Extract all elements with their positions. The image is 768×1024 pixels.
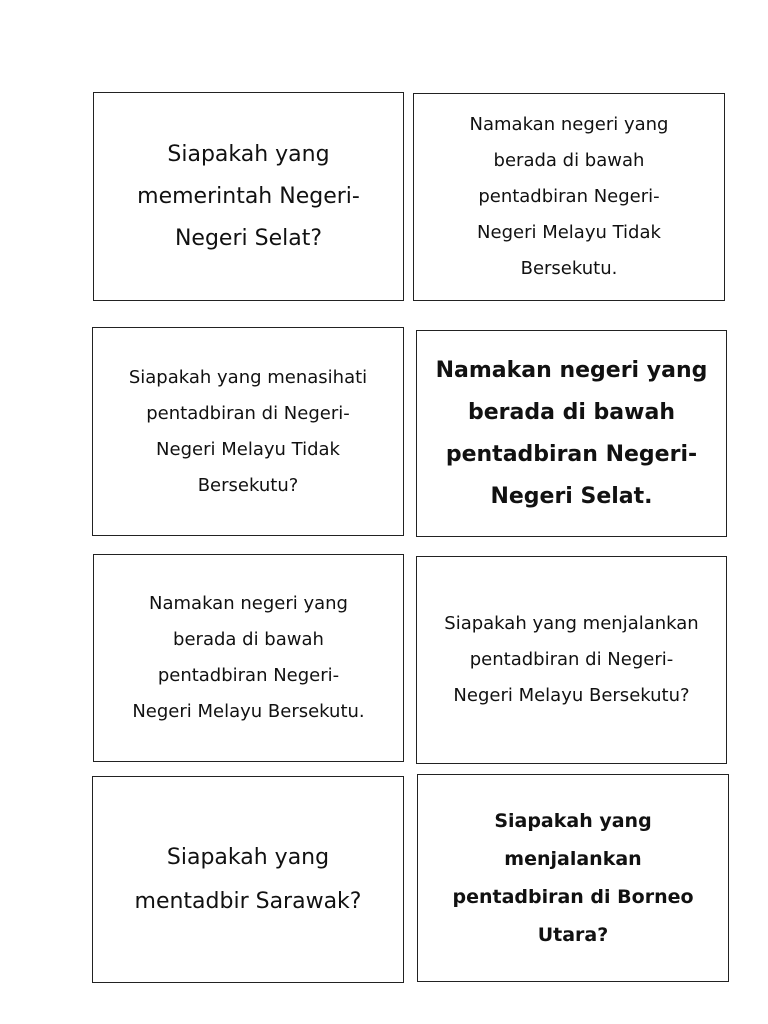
question-card-5	[93, 554, 404, 762]
question-text: Namakan negeri yang berada di bawah pentadbiran Negeri- Negeri Melayu Tidak Bersekutu.	[469, 114, 669, 279]
question-text: Siapakah yang menjalankan pentadbiran di Borneo Utara?	[452, 810, 694, 946]
question-text: Siapakah yang menjalankan pentadbiran di Negeri- Negeri Melayu Bersekutu?	[444, 613, 699, 706]
question-text: Namakan negeri yang berada di bawah pentadbiran Negeri- Negeri Selat.	[435, 357, 708, 509]
question-text: Siapakah yang menasihati pentadbiran di Negeri- Negeri Melayu Tidak Bersekutu?	[128, 366, 368, 496]
question-card-3	[92, 327, 404, 536]
question-card-6	[416, 556, 727, 764]
question-text: Siapakah yang memerintah Negeri- Negeri Selat?	[137, 141, 360, 251]
question-card-4	[416, 330, 727, 537]
question-card-2	[413, 93, 725, 301]
question-card-8	[417, 774, 729, 982]
question-text: Namakan negeri yang berada di bawah pentadbiran Negeri- Negeri Melayu Bersekutu.	[132, 593, 365, 722]
question-card-1	[93, 92, 404, 301]
question-text: Siapakah yang mentadbir Sarawak?	[134, 844, 362, 914]
question-card-7	[92, 776, 404, 983]
